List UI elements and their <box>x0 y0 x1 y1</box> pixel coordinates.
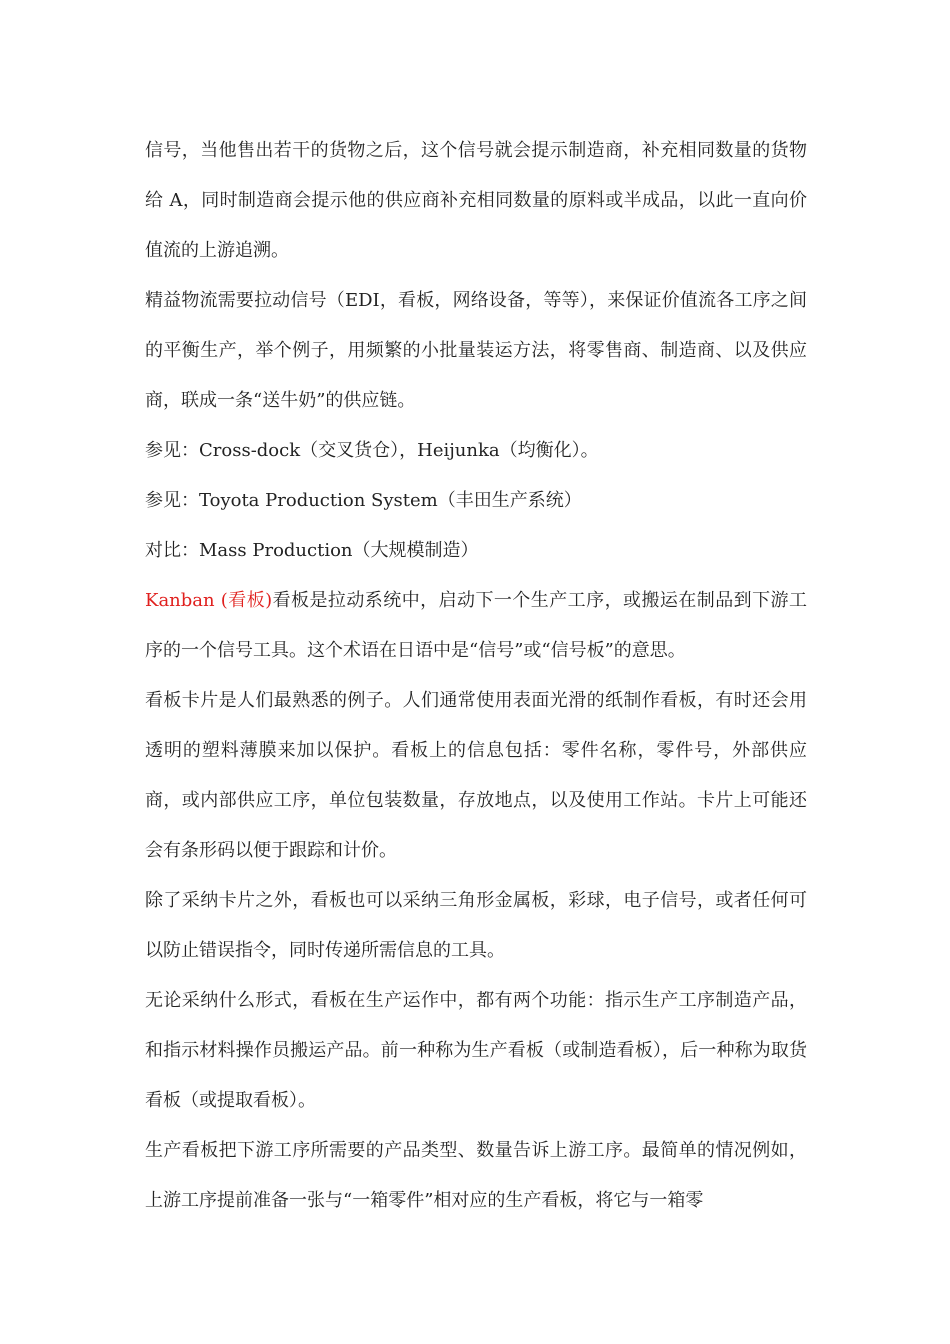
paragraph-kanban-cards <box>145 676 807 876</box>
paragraph-text: 看板卡片是人们最熟悉的例子。人们通常使用表面光滑的纸制作看板，有时还会用透明的塑料薄膜来加以保护。看板上的信息包括：零件名称，零件号，外部供应商，或内部供应工序，单位包装数量，存放地点，以及使用工作站。卡片上可能还会有条形码以便于跟踪和计价。 <box>145 690 807 861</box>
paragraph-kanban-alternatives <box>145 876 807 976</box>
paragraph-kanban-functions <box>145 976 807 1126</box>
paragraph-signal-continuation <box>145 126 807 276</box>
paragraph-text: 生产看板把下游工序所需要的产品类型、数量告诉上游工序。最简单的情况例如，上游工序提前准备一张与“一箱零件”相对应的生产看板，将它与一箱零 <box>145 1140 807 1211</box>
paragraph-text: 参见：Toyota Production System（丰田生产系统） <box>145 490 582 511</box>
paragraph-lean-logistics <box>145 276 807 426</box>
paragraph-text: 对比：Mass Production（大规模制造） <box>145 540 479 561</box>
paragraph-see-also-tps <box>145 476 807 526</box>
paragraph-text: 信号，当他售出若干的货物之后，这个信号就会提示制造商，补充相同数量的货物给 A，同时制造商会提示他的供应商补充相同数量的原料或半成品，以此一直向价值流的上游追溯。 <box>145 140 807 261</box>
paragraph-text: 参见：Cross-dock（交叉货仓），Heijunka（均衡化）。 <box>145 440 599 461</box>
paragraph-text: 看板是拉动系统中，启动下一个生产工序，或搬运在制品到下游工序的一个信号工具。这个术语在日语中是“信号”或“信号板”的意思。 <box>145 590 807 661</box>
paragraph-see-also-cross-dock <box>145 426 807 476</box>
paragraph-text: 无论采纳什么形式，看板在生产运作中，都有两个功能：指示生产工序制造产品，和指示材料操作员搬运产品。前一种称为生产看板（或制造看板），后一种称为取货看板（或提取看板）。 <box>145 990 807 1111</box>
paragraph-contrast-mass-production <box>145 526 807 576</box>
paragraph-production-kanban <box>145 1126 807 1226</box>
document-body <box>145 126 807 1226</box>
paragraph-text: 除了采纳卡片之外，看板也可以采纳三角形金属板，彩球，电子信号，或者任何可以防止错误指令，同时传递所需信息的工具。 <box>145 890 807 961</box>
paragraph-text: 精益物流需要拉动信号（EDI，看板，网络设备，等等），来保证价值流各工序之间的平衡生产，举个例子，用频繁的小批量装运方法，将零售商、制造商、以及供应商，联成一条“送牛奶”的供应链。 <box>145 290 807 411</box>
glossary-term-kanban: Kanban (看板) <box>145 590 273 611</box>
paragraph-kanban-definition <box>145 576 807 676</box>
